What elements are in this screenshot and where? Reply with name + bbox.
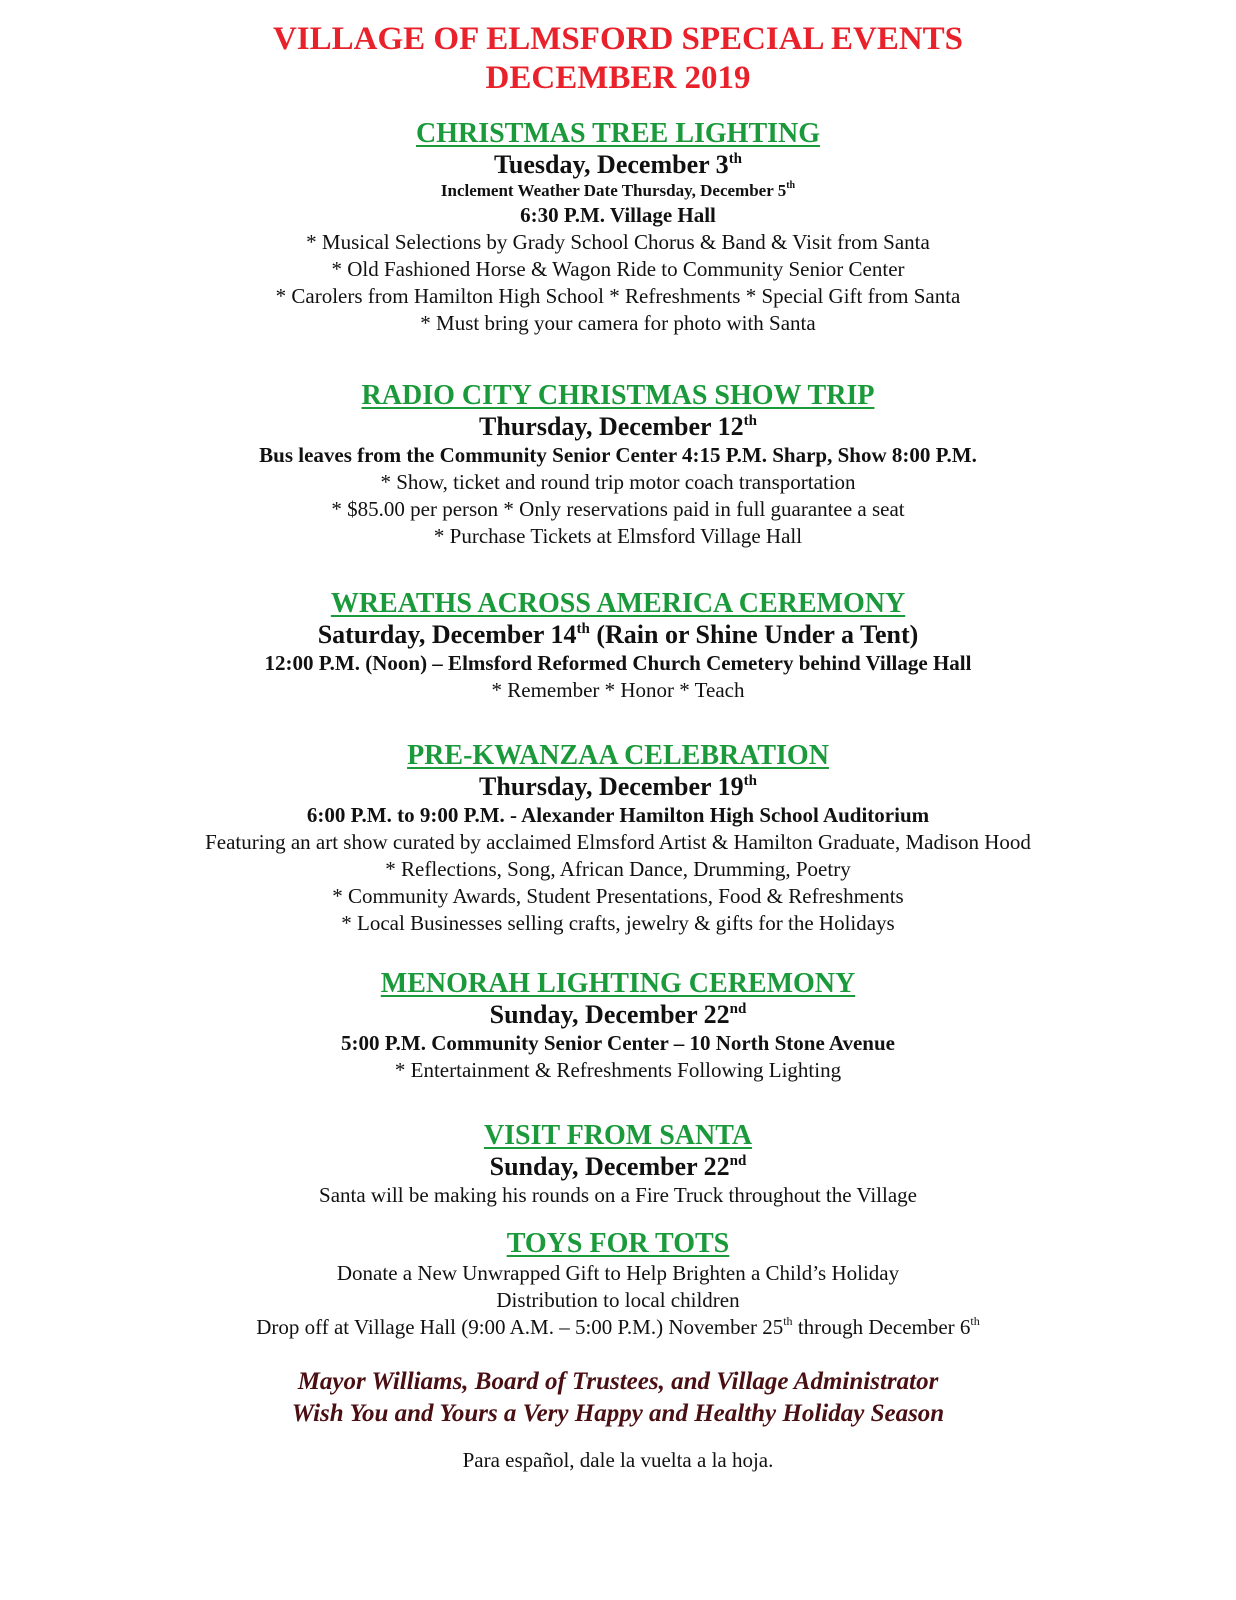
event-time-place: 6:30 P.M. Village Hall	[520, 203, 716, 227]
event-heading: CHRISTMAS TREE LIGHTING	[415, 118, 821, 149]
flyer-title: VILLAGE OF ELMSFORD SPECIAL EVENTS	[272, 21, 964, 57]
event-detail: * Musical Selections by Grady School Chorus & Band & Visit from Santa	[306, 230, 930, 254]
event-detail: * Must bring your camera for photo with Santa	[420, 311, 816, 335]
event-time-place: 12:00 P.M. (Noon) – Elmsford Reformed Church Cemetery behind Village Hall	[264, 651, 972, 675]
event-detail: Santa will be making his rounds on a Fire Truck throughout the Village	[319, 1183, 917, 1207]
event-detail: * Reflections, Song, African Dance, Drumming, Poetry	[385, 857, 851, 881]
event-time-place: 6:00 P.M. to 9:00 P.M. - Alexander Hamilton High School Auditorium	[306, 803, 930, 827]
event-detail: * Show, ticket and round trip motor coach transportation	[380, 470, 856, 494]
closing-line: Wish You and Yours a Very Happy and Healthy Holiday Season	[291, 1400, 945, 1427]
event-dropoff: Drop off at Village Hall (9:00 A.M. – 5:00 P.M.) November 25th through December 6th	[256, 1314, 980, 1339]
event-weather-date: Inclement Weather Date Thursday, December 5th	[440, 180, 796, 200]
event-visit-from-santa	[0, 1120, 1236, 1209]
event-wreaths-across-america	[0, 588, 1236, 704]
event-detail: * Remember * Honor * Teach	[491, 678, 745, 702]
event-detail: Distribution to local children	[496, 1288, 740, 1312]
event-detail: Featuring an art show curated by acclaimed Elmsford Artist & Hamilton Graduate, Madison Hood	[205, 830, 1031, 854]
event-bus-info: Bus leaves from the Community Senior Center 4:15 P.M. Sharp, Show 8:00 P.M.	[259, 443, 977, 467]
event-heading: PRE-KWANZAA CELEBRATION	[407, 740, 829, 771]
closing-message	[0, 1366, 1236, 1430]
event-radio-city-trip	[0, 380, 1236, 550]
event-christmas-tree-lighting	[0, 118, 1236, 337]
event-detail: * Carolers from Hamilton High School * Refreshments * Special Gift from Santa	[275, 284, 961, 308]
event-detail: * Old Fashioned Horse & Wagon Ride to Community Senior Center	[331, 257, 905, 281]
event-heading: VISIT FROM SANTA	[483, 1120, 753, 1151]
event-detail: Donate a New Unwrapped Gift to Help Brighten a Child’s Holiday	[336, 1261, 900, 1285]
event-detail: * $85.00 per person * Only reservations paid in full guarantee a seat	[331, 497, 905, 521]
event-date: Sunday, December 22nd	[489, 1152, 747, 1181]
spanish-note: Para español, dale la vuelta a la hoja.	[462, 1448, 774, 1472]
event-date: Thursday, December 19th	[479, 772, 757, 801]
event-detail: * Purchase Tickets at Elmsford Village Hall	[433, 524, 803, 548]
flyer-subtitle-month: DECEMBER 2019	[485, 60, 751, 96]
event-menorah-lighting	[0, 968, 1236, 1084]
event-date: Saturday, December 14th (Rain or Shine Under a Tent)	[317, 620, 919, 649]
event-detail: * Entertainment & Refreshments Following Lighting	[394, 1058, 842, 1082]
event-heading: TOYS FOR TOTS	[506, 1228, 730, 1259]
event-toys-for-tots	[0, 1228, 1236, 1341]
event-heading: WREATHS ACROSS AMERICA CEREMONY	[330, 588, 906, 619]
event-pre-kwanzaa	[0, 740, 1236, 937]
event-date: Thursday, December 12th	[479, 412, 757, 441]
event-date: Sunday, December 22nd	[489, 1000, 747, 1029]
closing-line: Mayor Williams, Board of Trustees, and Village Administrator	[297, 1368, 939, 1395]
event-heading: MENORAH LIGHTING CEREMONY	[380, 968, 856, 999]
event-heading: RADIO CITY CHRISTMAS SHOW TRIP	[361, 380, 875, 411]
event-date: Tuesday, December 3th	[493, 150, 743, 179]
event-detail: * Community Awards, Student Presentations, Food & Refreshments	[332, 884, 904, 908]
event-detail: * Local Businesses selling crafts, jewelry & gifts for the Holidays	[341, 911, 895, 935]
event-time-place: 5:00 P.M. Community Senior Center – 10 North Stone Avenue	[341, 1031, 895, 1055]
